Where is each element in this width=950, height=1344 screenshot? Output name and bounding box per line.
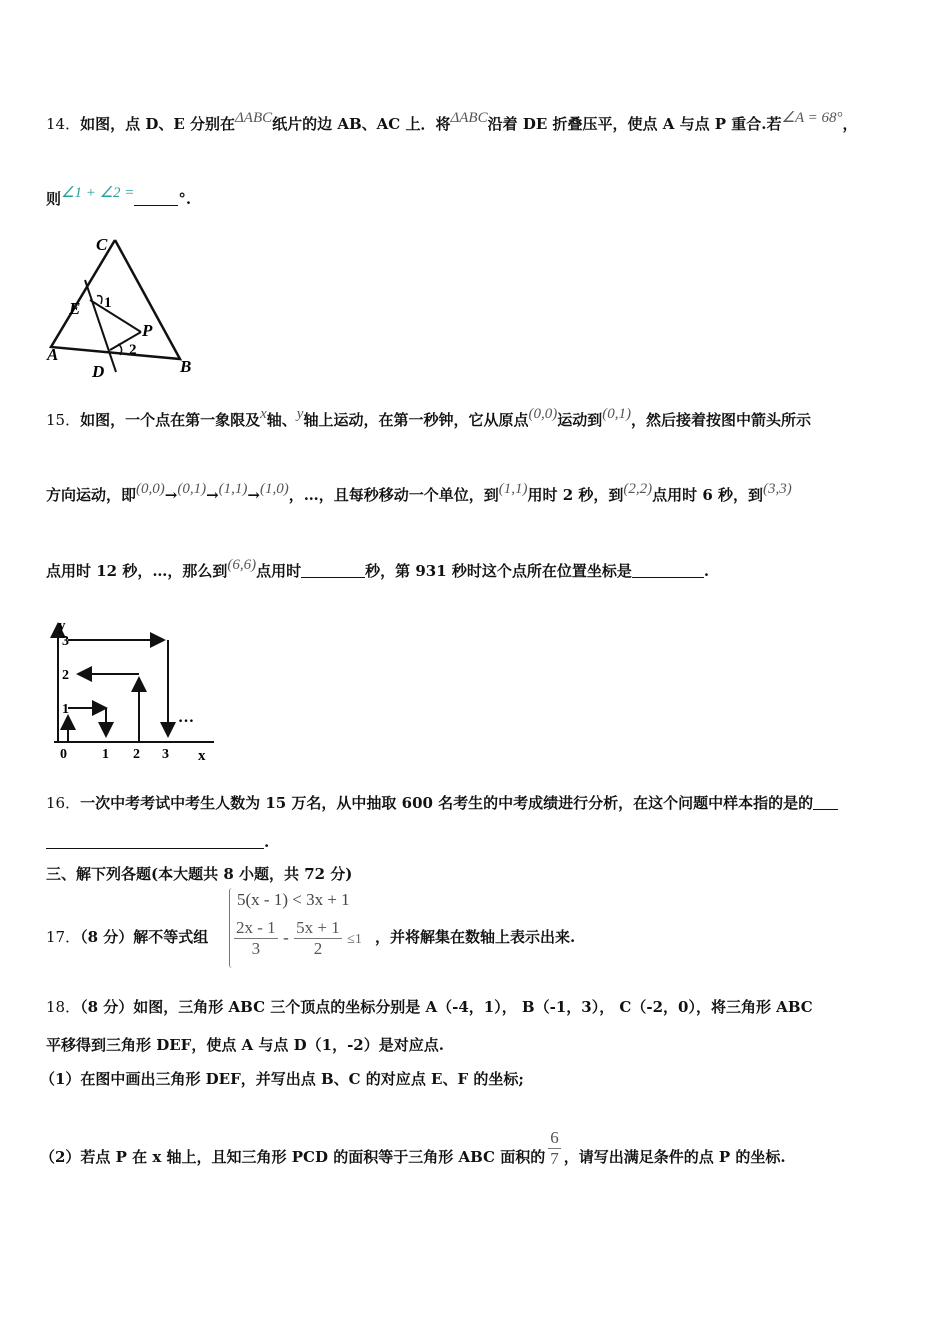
q14-fold-line-de (85, 280, 116, 372)
q15-seq-arrow-1: → (164, 486, 178, 504)
q15-y-tick-2: 2 (62, 668, 69, 683)
q14-math-angle-sum: ∠1 + ∠2 = (61, 185, 135, 201)
q14-angle-arc-1 (97, 296, 102, 304)
q15-line2 (46, 481, 792, 506)
q18-line1 (46, 997, 813, 1017)
q14-label-c: C (96, 235, 108, 254)
q15-text-3: 轴上运动，在第一秒钟，它从原点 (303, 411, 529, 429)
q15-math-point-33: (3,3) (763, 481, 792, 497)
q18-frac-numerator: 6 (550, 1128, 559, 1147)
section-3-heading: 三、解下列各题(本大题共 8 小题，共 72 分) (46, 865, 353, 883)
q15-text-8: 用时 2 秒，到 (527, 486, 624, 504)
q14-label-e: E (69, 299, 81, 318)
q15-math-x: x (260, 406, 267, 422)
q15-math-point-22: (2,2) (623, 481, 653, 497)
q14-math-triangle-2: ΔABC (450, 110, 488, 126)
q18-fraction (548, 1128, 561, 1169)
q17-fraction-1 (234, 918, 278, 959)
q15-y-label: y (58, 618, 66, 634)
q16-number: 16． (46, 794, 81, 812)
q14-label-d: D (92, 362, 105, 380)
q15-text-5: ，然后接着按图中箭头所示 (631, 411, 812, 429)
q15-text-13: . (703, 562, 710, 580)
q14-answer-blank[interactable] (134, 189, 178, 206)
q15-x-tick-2: 2 (133, 747, 140, 762)
q18-part2-prefix: （2）若点 P 在 x 轴上，且知三角形 PCD 的面积等于三角形 ABC 面积的 (40, 1148, 546, 1166)
q15-text-9: 点用时 6 秒，到 (652, 486, 764, 504)
q18-frac-denominator: 7 (550, 1149, 559, 1168)
q14-math-triangle-1: ΔABC (234, 110, 273, 126)
q15-text-6: 方向运动，即 (46, 486, 137, 504)
q17-number: 17． (46, 928, 81, 946)
q17-fraction-2 (294, 918, 342, 959)
q14-number: 14． (46, 115, 81, 133)
q15-line3 (46, 557, 710, 582)
q15-ellipsis: … (178, 709, 194, 726)
q15-seq-arrow-3: → (247, 486, 260, 504)
q14-triangle-figure (40, 232, 210, 380)
q18-part1: （1）在图中画出三角形 DEF，并写出点 B、C 的对应点 E、F 的坐标; (40, 1070, 524, 1088)
q15-math-point-01: (0,1) (602, 406, 631, 422)
q17-frac1-numerator: 2x - 1 (236, 918, 276, 937)
q17-line (46, 927, 208, 947)
q17-frac1-denominator: 3 (251, 939, 261, 958)
q16-period: . (264, 833, 270, 851)
q15-math-y: y (296, 406, 304, 422)
q14-label-2: 2 (129, 342, 137, 358)
q15-math-point-66: (6,6) (227, 557, 257, 573)
q17-inequality-2 (234, 918, 362, 959)
q15-text-1: 如图，一个点在第一象限及 (80, 411, 261, 429)
q17-frac2-numerator: 5x + 1 (296, 918, 340, 937)
q15-seq-point-3: (1,1) (218, 481, 248, 497)
q14-label-p: P (142, 321, 153, 340)
q17-inequality-1: 5(x - 1) < 3x + 1 (237, 890, 350, 909)
q16-line1 (46, 793, 838, 813)
q15-seq-point-1: (0,0) (136, 481, 165, 497)
q15-text-11: 点用时 (256, 562, 302, 580)
q14-line1 (46, 110, 858, 135)
q14-text-4: ， (842, 115, 858, 133)
q15-x-tick-0: 0 (60, 747, 67, 762)
q16-line2 (46, 832, 269, 852)
q17-system-brace (229, 888, 232, 968)
q14-text-2: 纸片的边 AB、AC 上．将 (272, 115, 451, 133)
q18-text-1: （8 分）如图，三角形 ABC 三个顶点的坐标分别是 A（-4，1）， B（-1，3）， C（-2，0），将三角形 ABC (80, 998, 813, 1016)
q15-text-10: 点用时 12 秒，…，那么到 (46, 562, 228, 580)
q15-seq-point-4: (1,0) (260, 481, 289, 497)
q15-text-4: 运动到 (557, 411, 603, 429)
q17-le-one: ≤1 (347, 932, 362, 947)
q15-number: 15． (46, 411, 81, 429)
q15-answer-blank-2[interactable] (632, 561, 704, 578)
q14-text-3: 沿着 DE 折叠压平，使点 A 与点 P 重合.若 (487, 115, 782, 133)
q15-seq-point-2: (0,1) (177, 481, 207, 497)
q15-seq-arrow-2: → (206, 486, 219, 504)
q15-math-origin: (0,0) (528, 406, 558, 422)
q14-text-5: 则 (46, 190, 62, 208)
q15-answer-blank-1[interactable] (301, 561, 365, 578)
q15-x-tick-1: 1 (102, 747, 109, 762)
q15-y-tick-3: 3 (62, 634, 69, 649)
q14-line2 (46, 185, 192, 210)
q16-answer-blank-start[interactable] (813, 793, 838, 810)
q15-path-figure (44, 612, 224, 762)
q17-frac2-denominator: 2 (313, 939, 323, 958)
q17-prefix: （8 分）解不等式组 (80, 928, 209, 946)
q17-suffix: ，并将解集在数轴上表示出来. (375, 928, 576, 946)
q14-text-6: °. (178, 190, 192, 208)
q14-math-angle-a: ∠A = 68° (781, 110, 843, 126)
q15-x-tick-3: 3 (162, 747, 169, 762)
q15-y-tick-1: 1 (62, 702, 69, 717)
q14-text-1: 如图，点 D、E 分别在 (80, 115, 235, 133)
q14-label-b: B (180, 357, 192, 376)
q15-text-7: ，…，且每秒移动一个单位，到 (288, 486, 499, 504)
q18-line2: 平移得到三角形 DEF，使点 A 与点 D（1，-2）是对应点. (46, 1036, 444, 1054)
q18-part2 (40, 1128, 786, 1169)
q18-number: 18． (46, 998, 81, 1016)
q16-text-1: 一次中考考试中考生人数为 15 万名，从中抽取 600 名考生的中考成绩进行分析，在这个问题中样本指的是的 (80, 794, 814, 812)
q15-x-label: x (198, 748, 206, 762)
q15-text-12: 秒，第 931 秒时这个点所在位置坐标是 (365, 562, 632, 580)
q17-minus: - (283, 928, 289, 947)
q18-part2-suffix: ，请写出满足条件的点 P 的坐标. (563, 1148, 786, 1166)
q16-answer-blank[interactable] (46, 832, 264, 849)
q15-line1 (46, 406, 812, 431)
q14-label-1: 1 (104, 295, 112, 311)
q15-math-point-11: (1,1) (498, 481, 528, 497)
q14-label-a: A (47, 345, 59, 364)
q15-text-2: 轴、 (266, 411, 297, 429)
